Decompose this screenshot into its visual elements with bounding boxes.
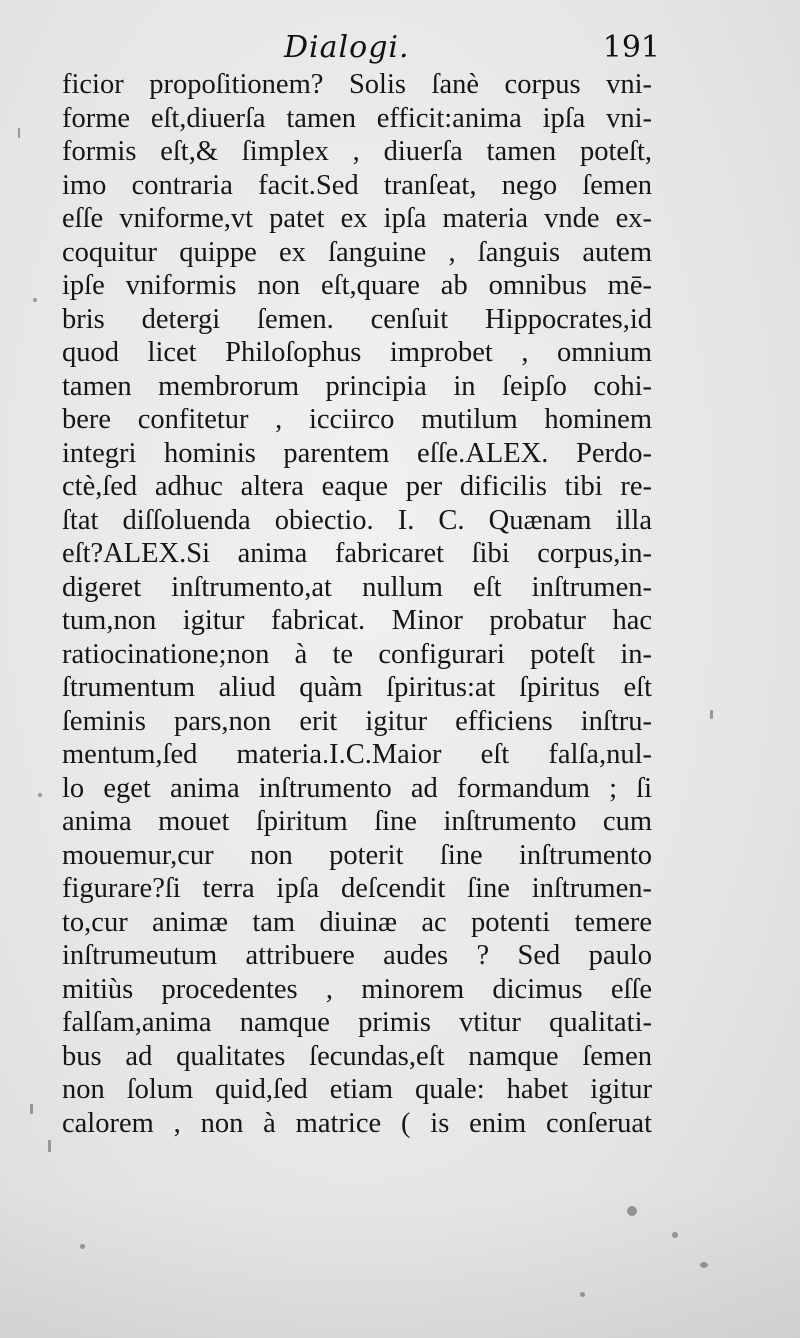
- text-line: ratiocinatione;non à te configurari poteſt in-: [62, 638, 652, 670]
- text-line: calorem , non à matrice ( is enim conſeruat: [62, 1107, 652, 1139]
- text-line: bere confitetur , icciirco mutilum hominem: [62, 404, 652, 435]
- text-line: coquitur quippe ex ſanguine , ſanguis autem: [62, 236, 652, 268]
- text-line: eſſe vniforme,vt patet ex ipſa materia vnde ex-: [62, 203, 652, 234]
- text-line: non ſolum quid,ſed etiam quale: habet igitur: [62, 1074, 652, 1105]
- text-line: ſtat diſſoluenda obiectio. I. C. Quænam illa: [62, 504, 652, 536]
- ink-speck: [48, 1140, 51, 1152]
- text-line: to,cur animæ tam diuinæ ac potenti temere: [62, 906, 652, 938]
- text-line: forme eſt,diuerſa tamen efficit:anima ipſa vni-: [62, 102, 652, 134]
- ink-speck: [30, 1104, 33, 1114]
- text-line: bus ad qualitates ſecundas,eſt namque ſemen: [62, 1040, 652, 1072]
- paper-shadow: [0, 1190, 800, 1338]
- ink-speck: [38, 793, 42, 797]
- ink-speck: [33, 298, 37, 302]
- body-text: [62, 68, 652, 1140]
- text-line: digeret inſtrumento,at nullum eſt inſtrumen-: [62, 571, 652, 603]
- text-line: bris detergi ſemen. cenſuit Hippocrates,id: [62, 303, 652, 335]
- text-line: integri hominis parentem eſſe.ALEX. Perdo-: [62, 437, 652, 469]
- text-line: eſt?ALEX.Si anima fabricaret ſibi corpus,in-: [62, 538, 652, 569]
- page-number: 191: [602, 30, 660, 65]
- ink-speck: [710, 710, 713, 719]
- ink-speck: [18, 128, 20, 138]
- text-line: ctè,ſed adhuc altera eaque per dificilis tibi re-: [62, 471, 652, 502]
- text-line: quod licet Philoſophus improbet , omnium: [62, 337, 652, 368]
- text-line: mentum,ſed materia.I.C.Maior eſt falſa,nul-: [62, 739, 652, 770]
- text-line: tamen membrorum principia in ſeipſo cohi-: [62, 370, 652, 402]
- running-head: Dialogi.: [284, 30, 410, 65]
- text-line: anima mouet ſpiritum ſine inſtrumento cum: [62, 806, 652, 837]
- text-line: falſam,anima namque primis vtitur qualitati-: [62, 1007, 652, 1038]
- text-line: ipſe vniformis non eſt,quare ab omnibus mē-: [62, 270, 652, 301]
- text-line: tum,non igitur fabricat. Minor probatur hac: [62, 605, 652, 636]
- text-line: ſeminis pars,non erit igitur efficiens inſtru-: [62, 705, 652, 737]
- text-line: ſtrumentum aliud quàm ſpiritus:at ſpiritus eſt: [62, 672, 652, 703]
- text-line: lo eget anima inſtrumento ad formandum ; ſi: [62, 772, 652, 804]
- text-line: formis eſt,& ſimplex , diuerſa tamen poteſt,: [62, 136, 652, 167]
- text-line: mitiùs procedentes , minorem dicimus eſſe: [62, 973, 652, 1005]
- text-line: imo contraria facit.Sed tranſeat, nego ſemen: [62, 169, 652, 201]
- text-line: ficior propoſitionem? Solis ſanè corpus vni-: [62, 69, 652, 100]
- text-line: inſtrumeutum attribuere audes ? Sed paulo: [62, 940, 652, 971]
- text-line: figurare?ſi terra ipſa deſcendit ſine inſtrumen-: [62, 873, 652, 904]
- text-line: mouemur,cur non poterit ſine inſtrumento: [62, 839, 652, 871]
